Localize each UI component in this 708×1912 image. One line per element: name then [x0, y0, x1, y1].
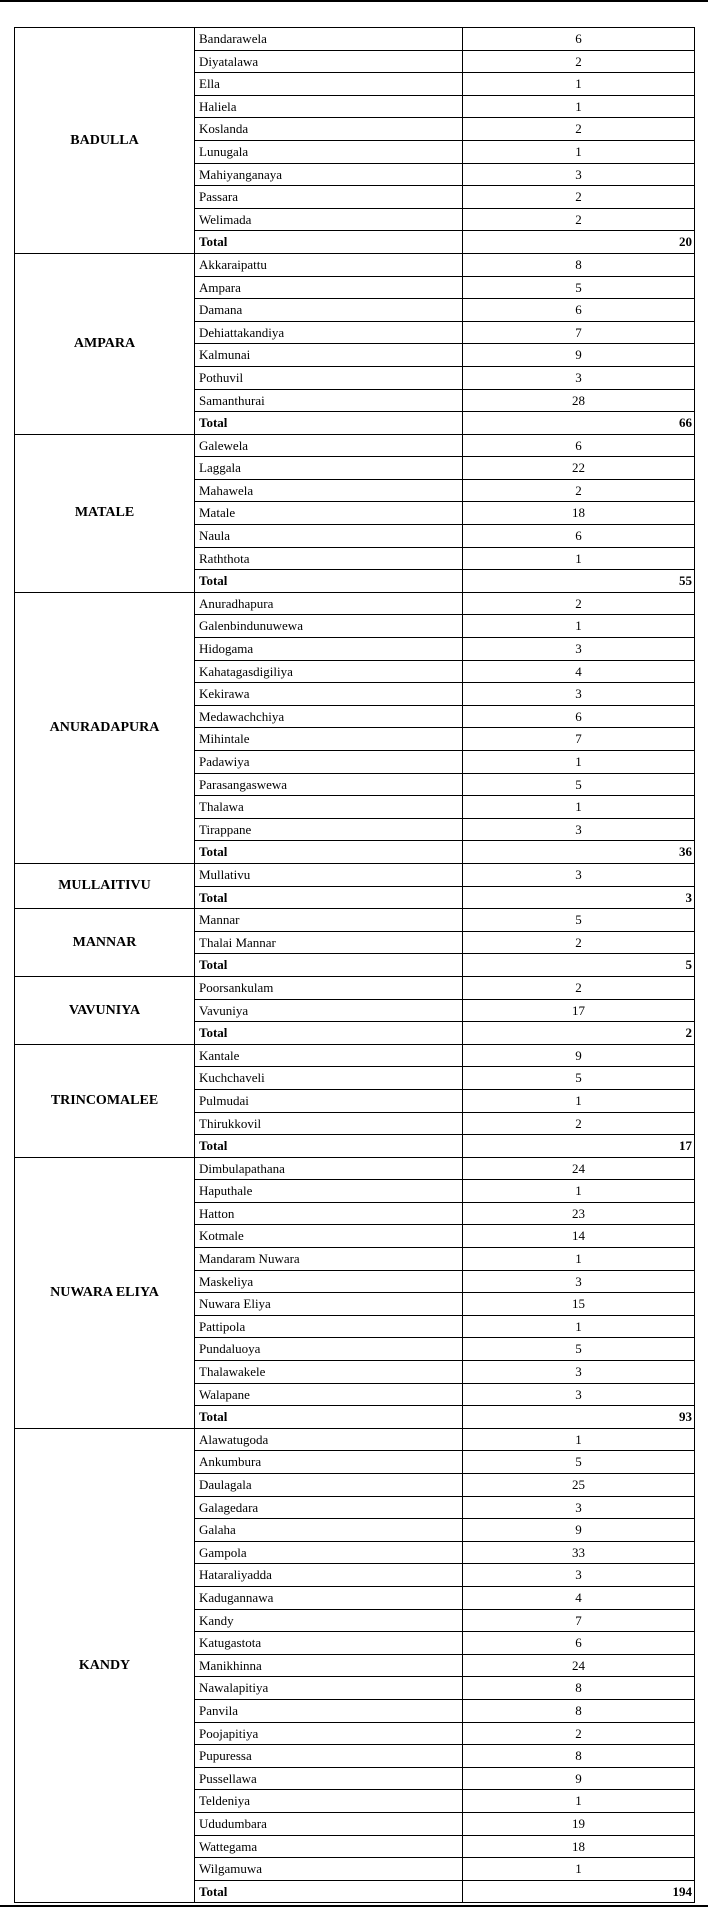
place-count: 1	[463, 1180, 695, 1203]
place-count: 6	[463, 705, 695, 728]
place-count: 9	[463, 1519, 695, 1542]
table-row	[15, 253, 695, 276]
place-name: Pussellawa	[195, 1767, 463, 1790]
place-count: 19	[463, 1812, 695, 1835]
place-name: Gampola	[195, 1541, 463, 1564]
place-name: Dehiattakandiya	[195, 321, 463, 344]
place-name: Pattipola	[195, 1315, 463, 1338]
place-name: Ella	[195, 73, 463, 96]
table-row	[15, 28, 695, 51]
place-count: 23	[463, 1202, 695, 1225]
place-name: Pulmudai	[195, 1089, 463, 1112]
place-name: Tirappane	[195, 818, 463, 841]
place-name: Ankumbura	[195, 1451, 463, 1474]
place-name: Mihintale	[195, 728, 463, 751]
place-name: Padawiya	[195, 751, 463, 774]
district-name: VAVUNIYA	[15, 976, 195, 1044]
district-name: TRINCOMALEE	[15, 1044, 195, 1157]
table-row	[15, 434, 695, 457]
place-name: Ududumbara	[195, 1812, 463, 1835]
place-count: 2	[463, 50, 695, 73]
district-name: BADULLA	[15, 28, 195, 254]
district-total: 2	[463, 1022, 695, 1045]
place-count: 1	[463, 73, 695, 96]
total-label: Total	[195, 1406, 463, 1429]
place-name: Daulagala	[195, 1474, 463, 1497]
place-name: Haputhale	[195, 1180, 463, 1203]
place-name: Maskeliya	[195, 1270, 463, 1293]
place-count: 5	[463, 1338, 695, 1361]
place-count: 9	[463, 344, 695, 367]
table-row	[15, 592, 695, 615]
place-name: Parasangaswewa	[195, 773, 463, 796]
place-count: 28	[463, 389, 695, 412]
place-count: 8	[463, 1699, 695, 1722]
place-name: Thirukkovil	[195, 1112, 463, 1135]
place-count: 3	[463, 1270, 695, 1293]
place-name: Kadugannawa	[195, 1586, 463, 1609]
district-total: 194	[463, 1880, 695, 1903]
table-row	[15, 863, 695, 886]
place-count: 1	[463, 1858, 695, 1881]
place-count: 22	[463, 457, 695, 480]
place-name: Poorsankulam	[195, 976, 463, 999]
total-label: Total	[195, 412, 463, 435]
total-label: Total	[195, 1135, 463, 1158]
place-count: 2	[463, 976, 695, 999]
place-name: Kekirawa	[195, 683, 463, 706]
place-count: 4	[463, 660, 695, 683]
district-total: 93	[463, 1406, 695, 1429]
place-count: 1	[463, 1315, 695, 1338]
place-name: Katugastota	[195, 1632, 463, 1655]
place-count: 2	[463, 118, 695, 141]
place-name: Kalmunai	[195, 344, 463, 367]
place-count: 3	[463, 1361, 695, 1384]
district-total: 36	[463, 841, 695, 864]
district-name: ANURADAPURA	[15, 592, 195, 863]
place-name: Galaha	[195, 1519, 463, 1542]
table-row	[15, 909, 695, 932]
place-count: 1	[463, 1248, 695, 1271]
place-name: Kuchchaveli	[195, 1067, 463, 1090]
total-label: Total	[195, 886, 463, 909]
place-count: 2	[463, 1722, 695, 1745]
place-count: 3	[463, 1496, 695, 1519]
place-name: Mannar	[195, 909, 463, 932]
district-total: 55	[463, 570, 695, 593]
place-count: 2	[463, 931, 695, 954]
place-count: 5	[463, 1067, 695, 1090]
place-name: Walapane	[195, 1383, 463, 1406]
total-label: Total	[195, 1022, 463, 1045]
place-count: 1	[463, 751, 695, 774]
district-total: 17	[463, 1135, 695, 1158]
place-name: Nawalapitiya	[195, 1677, 463, 1700]
place-name: Mahawela	[195, 479, 463, 502]
place-count: 6	[463, 1632, 695, 1655]
table-row	[15, 1044, 695, 1067]
place-name: Kandy	[195, 1609, 463, 1632]
place-count: 3	[463, 1564, 695, 1587]
place-count: 8	[463, 1677, 695, 1700]
place-name: Dimbulapathana	[195, 1157, 463, 1180]
place-name: Pupuressa	[195, 1745, 463, 1768]
place-count: 7	[463, 728, 695, 751]
place-name: Kahatagasdigiliya	[195, 660, 463, 683]
place-count: 3	[463, 1383, 695, 1406]
place-count: 1	[463, 615, 695, 638]
place-name: Laggala	[195, 457, 463, 480]
district-total: 66	[463, 412, 695, 435]
place-count: 8	[463, 1745, 695, 1768]
place-count: 2	[463, 1112, 695, 1135]
place-count: 8	[463, 253, 695, 276]
place-name: Mahiyanganaya	[195, 163, 463, 186]
place-name: Hatton	[195, 1202, 463, 1225]
table-row	[15, 976, 695, 999]
place-name: Teldeniya	[195, 1790, 463, 1813]
place-name: Galewela	[195, 434, 463, 457]
place-count: 5	[463, 909, 695, 932]
total-label: Total	[195, 231, 463, 254]
place-count: 24	[463, 1654, 695, 1677]
place-name: Galagedara	[195, 1496, 463, 1519]
place-count: 6	[463, 434, 695, 457]
total-label: Total	[195, 1880, 463, 1903]
place-name: Mullativu	[195, 863, 463, 886]
place-name: Lunugala	[195, 140, 463, 163]
place-name: Manikhinna	[195, 1654, 463, 1677]
place-name: Kotmale	[195, 1225, 463, 1248]
place-count: 18	[463, 1835, 695, 1858]
place-name: Alawatugoda	[195, 1428, 463, 1451]
place-name: Bandarawela	[195, 28, 463, 51]
place-name: Koslanda	[195, 118, 463, 141]
place-count: 1	[463, 1790, 695, 1813]
place-name: Damana	[195, 299, 463, 322]
place-name: Medawachchiya	[195, 705, 463, 728]
place-count: 1	[463, 95, 695, 118]
place-count: 1	[463, 547, 695, 570]
place-count: 4	[463, 1586, 695, 1609]
place-count: 3	[463, 818, 695, 841]
place-count: 14	[463, 1225, 695, 1248]
place-name: Welimada	[195, 208, 463, 231]
place-name: Raththota	[195, 547, 463, 570]
place-name: Mandaram Nuwara	[195, 1248, 463, 1271]
place-count: 7	[463, 321, 695, 344]
place-count: 5	[463, 276, 695, 299]
table-row	[15, 1428, 695, 1451]
district-table	[14, 27, 695, 1903]
place-count: 18	[463, 502, 695, 525]
total-label: Total	[195, 570, 463, 593]
place-count: 17	[463, 999, 695, 1022]
place-name: Akkaraipattu	[195, 253, 463, 276]
place-name: Thalai Mannar	[195, 931, 463, 954]
place-name: Hataraliyadda	[195, 1564, 463, 1587]
district-total: 20	[463, 231, 695, 254]
place-count: 2	[463, 186, 695, 209]
place-count: 2	[463, 592, 695, 615]
place-count: 5	[463, 773, 695, 796]
place-count: 6	[463, 299, 695, 322]
district-name: MANNAR	[15, 909, 195, 977]
place-name: Galenbindunuwewa	[195, 615, 463, 638]
place-count: 3	[463, 366, 695, 389]
place-name: Thalawa	[195, 796, 463, 819]
place-name: Pothuvil	[195, 366, 463, 389]
place-count: 1	[463, 140, 695, 163]
place-name: Haliela	[195, 95, 463, 118]
place-name: Nuwara Eliya	[195, 1293, 463, 1316]
place-count: 24	[463, 1157, 695, 1180]
place-name: Anuradhapura	[195, 592, 463, 615]
place-count: 15	[463, 1293, 695, 1316]
district-name: NUWARA ELIYA	[15, 1157, 195, 1428]
place-name: Hidogama	[195, 638, 463, 661]
district-name: AMPARA	[15, 253, 195, 434]
place-count: 3	[463, 683, 695, 706]
place-count: 6	[463, 28, 695, 51]
place-count: 3	[463, 638, 695, 661]
place-count: 5	[463, 1451, 695, 1474]
place-name: Vavuniya	[195, 999, 463, 1022]
place-name: Naula	[195, 525, 463, 548]
place-name: Panvila	[195, 1699, 463, 1722]
place-count: 9	[463, 1767, 695, 1790]
place-count: 9	[463, 1044, 695, 1067]
place-count: 25	[463, 1474, 695, 1497]
place-name: Passara	[195, 186, 463, 209]
top-rule	[0, 0, 708, 2]
district-name: MATALE	[15, 434, 195, 592]
place-count: 33	[463, 1541, 695, 1564]
place-name: Pundaluoya	[195, 1338, 463, 1361]
table-row	[15, 1157, 695, 1180]
district-name: MULLAITIVU	[15, 863, 195, 908]
place-name: Matale	[195, 502, 463, 525]
district-name: KANDY	[15, 1428, 195, 1902]
place-count: 1	[463, 796, 695, 819]
place-count: 1	[463, 1089, 695, 1112]
place-name: Diyatalawa	[195, 50, 463, 73]
district-total: 5	[463, 954, 695, 977]
place-count: 2	[463, 208, 695, 231]
place-name: Ampara	[195, 276, 463, 299]
place-count: 1	[463, 1428, 695, 1451]
place-count: 2	[463, 479, 695, 502]
district-table-body	[15, 28, 695, 1903]
place-count: 3	[463, 863, 695, 886]
place-name: Wilgamuwa	[195, 1858, 463, 1881]
place-name: Poojapitiya	[195, 1722, 463, 1745]
place-count: 3	[463, 163, 695, 186]
total-label: Total	[195, 841, 463, 864]
place-name: Samanthurai	[195, 389, 463, 412]
total-label: Total	[195, 954, 463, 977]
place-count: 6	[463, 525, 695, 548]
district-total: 3	[463, 886, 695, 909]
place-count: 7	[463, 1609, 695, 1632]
place-name: Kantale	[195, 1044, 463, 1067]
place-name: Wattegama	[195, 1835, 463, 1858]
place-name: Thalawakele	[195, 1361, 463, 1384]
bottom-rule	[0, 1905, 708, 1907]
